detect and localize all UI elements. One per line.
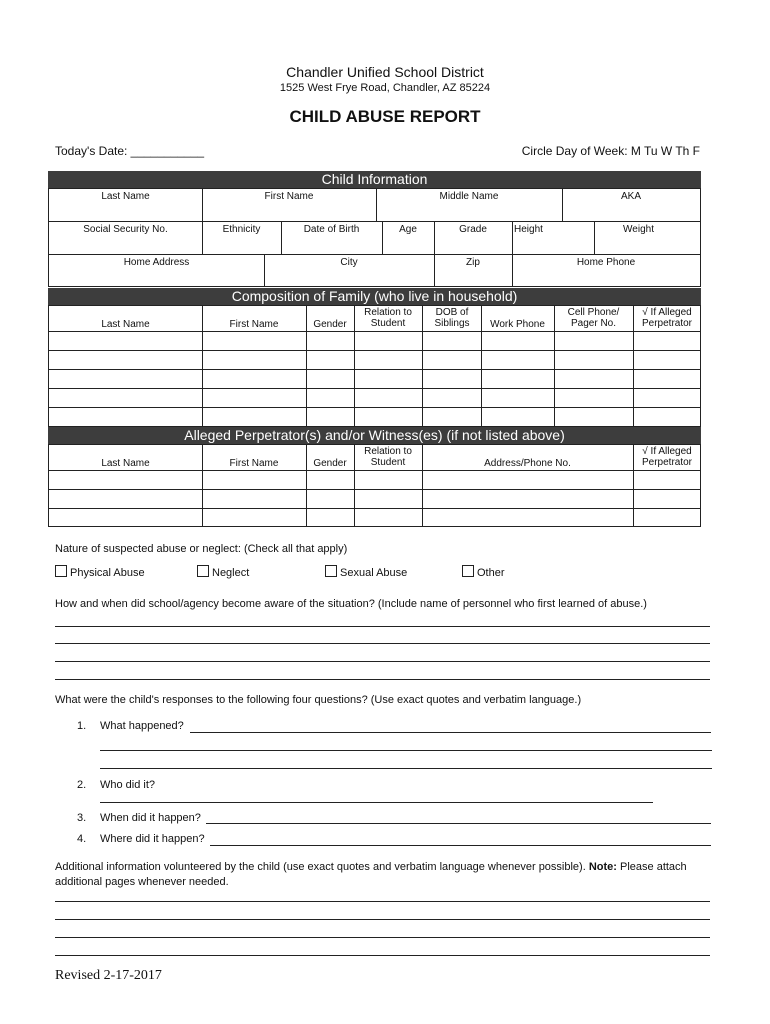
col-middle-name: Middle Name bbox=[439, 191, 499, 202]
q4-number: 4. bbox=[77, 833, 87, 845]
perpetrators-heading: Alleged Perpetrator(s) and/or Witness(es) (if not listed above) bbox=[48, 427, 701, 444]
revised-date: Revised 2-17-2017 bbox=[55, 968, 162, 983]
q3-answer-line[interactable] bbox=[206, 823, 711, 824]
neglect-label: Neglect bbox=[212, 567, 250, 579]
fam-col-first-name: First Name bbox=[229, 319, 279, 330]
col-ssn: Social Security No. bbox=[83, 224, 168, 235]
child-info-table bbox=[48, 188, 701, 287]
col-weight: Weight bbox=[623, 224, 654, 235]
awareness-line-3[interactable] bbox=[55, 661, 710, 662]
q1-answer-line-3[interactable] bbox=[100, 768, 712, 769]
q3-label: When did it happen? bbox=[100, 812, 201, 824]
col-aka: AKA bbox=[620, 191, 641, 202]
q1-answer-line-2[interactable] bbox=[100, 750, 712, 751]
q1-number: 1. bbox=[77, 720, 87, 732]
checkbox-box[interactable] bbox=[55, 565, 67, 577]
col-age: Age bbox=[399, 224, 417, 235]
col-height: Height bbox=[514, 224, 543, 235]
perp-col-alleged: √ If Alleged Perpetrator bbox=[641, 446, 693, 468]
col-last-name: Last Name bbox=[101, 191, 150, 202]
q1-label: What happened? bbox=[100, 720, 184, 732]
col-city: City bbox=[340, 257, 358, 268]
perpetrators-table bbox=[48, 444, 701, 527]
fam-col-relation: Relation to Student bbox=[364, 307, 412, 329]
awareness-prompt: How and when did school/agency become aware of the situation? (Include name of personnel who first learned of abuse.) bbox=[55, 598, 647, 610]
fam-col-alleged: √ If Alleged Perpetrator bbox=[641, 307, 693, 329]
perp-col-relation: Relation to Student bbox=[364, 446, 412, 468]
additional-line-2[interactable] bbox=[55, 919, 710, 920]
awareness-line-1[interactable] bbox=[55, 626, 710, 627]
col-home-address: Home Address bbox=[123, 257, 190, 268]
col-zip: Zip bbox=[466, 257, 480, 268]
q4-answer-line[interactable] bbox=[210, 845, 711, 846]
neglect-checkbox[interactable] bbox=[197, 565, 249, 579]
physical-abuse-label: Physical Abuse bbox=[70, 567, 145, 579]
perp-col-address-phone: Address/Phone No. bbox=[484, 458, 571, 469]
awareness-line-2[interactable] bbox=[55, 643, 710, 644]
district-address: 1525 West Frye Road, Chandler, AZ 85224 bbox=[279, 82, 491, 94]
fam-col-dob-siblings: DOB of Siblings bbox=[434, 307, 470, 329]
nature-prompt: Nature of suspected abuse or neglect: (Check all that apply) bbox=[55, 543, 348, 555]
q2-answer-line[interactable] bbox=[100, 802, 653, 803]
fam-col-work-phone: Work Phone bbox=[490, 319, 545, 330]
family-table bbox=[48, 305, 701, 427]
additional-line-4[interactable] bbox=[55, 955, 710, 956]
questions-prompt: What were the child's responses to the following four questions? (Use exact quotes and verbatim language.) bbox=[55, 694, 582, 706]
perp-col-last-name: Last Name bbox=[101, 458, 150, 469]
q1-answer-line-1[interactable] bbox=[190, 732, 711, 733]
day-of-week-field[interactable]: Circle Day of Week: M Tu W Th F bbox=[521, 144, 700, 158]
awareness-line-4[interactable] bbox=[55, 679, 710, 680]
checkbox-box[interactable] bbox=[325, 565, 337, 577]
col-dob: Date of Birth bbox=[303, 224, 360, 235]
q4-label: Where did it happen? bbox=[100, 833, 205, 845]
additional-line-1[interactable] bbox=[55, 901, 710, 902]
child-info-heading: Child Information bbox=[48, 171, 701, 188]
additional-prompt-note: Please attach additional pages whenever needed. bbox=[55, 861, 687, 888]
col-grade: Grade bbox=[459, 224, 487, 235]
checkbox-box[interactable] bbox=[197, 565, 209, 577]
col-first-name: First Name bbox=[264, 191, 314, 202]
fam-col-last-name: Last Name bbox=[101, 319, 150, 330]
fam-col-cell-phone: Cell Phone/ Pager No. bbox=[567, 307, 620, 329]
q3-number: 3. bbox=[77, 812, 87, 824]
col-home-phone: Home Phone bbox=[576, 257, 636, 268]
checkbox-box[interactable] bbox=[462, 565, 474, 577]
additional-line-3[interactable] bbox=[55, 937, 710, 938]
page-title: CHILD ABUSE REPORT bbox=[289, 107, 481, 126]
fam-col-gender: Gender bbox=[313, 319, 347, 330]
additional-prompt-text: Additional information volunteered by the child (use exact quotes and verbatim language whenever possible). bbox=[55, 861, 586, 873]
perp-col-gender: Gender bbox=[313, 458, 347, 469]
q2-number: 2. bbox=[77, 779, 87, 791]
perp-col-first-name: First Name bbox=[229, 458, 279, 469]
other-label: Other bbox=[477, 567, 505, 579]
note-label: Note: bbox=[588, 861, 617, 873]
district-name: Chandler Unified School District bbox=[286, 64, 484, 80]
family-heading: Composition of Family (who live in household) bbox=[48, 288, 701, 305]
q2-label: Who did it? bbox=[100, 779, 156, 791]
physical-abuse-checkbox[interactable] bbox=[55, 565, 145, 579]
other-checkbox[interactable] bbox=[462, 565, 505, 579]
sexual-abuse-label: Sexual Abuse bbox=[340, 567, 408, 579]
todays-date-field[interactable]: Today's Date: ___________ bbox=[55, 144, 205, 158]
col-ethnicity: Ethnicity bbox=[222, 224, 261, 235]
additional-prompt bbox=[55, 860, 715, 890]
sexual-abuse-checkbox[interactable] bbox=[325, 565, 407, 579]
